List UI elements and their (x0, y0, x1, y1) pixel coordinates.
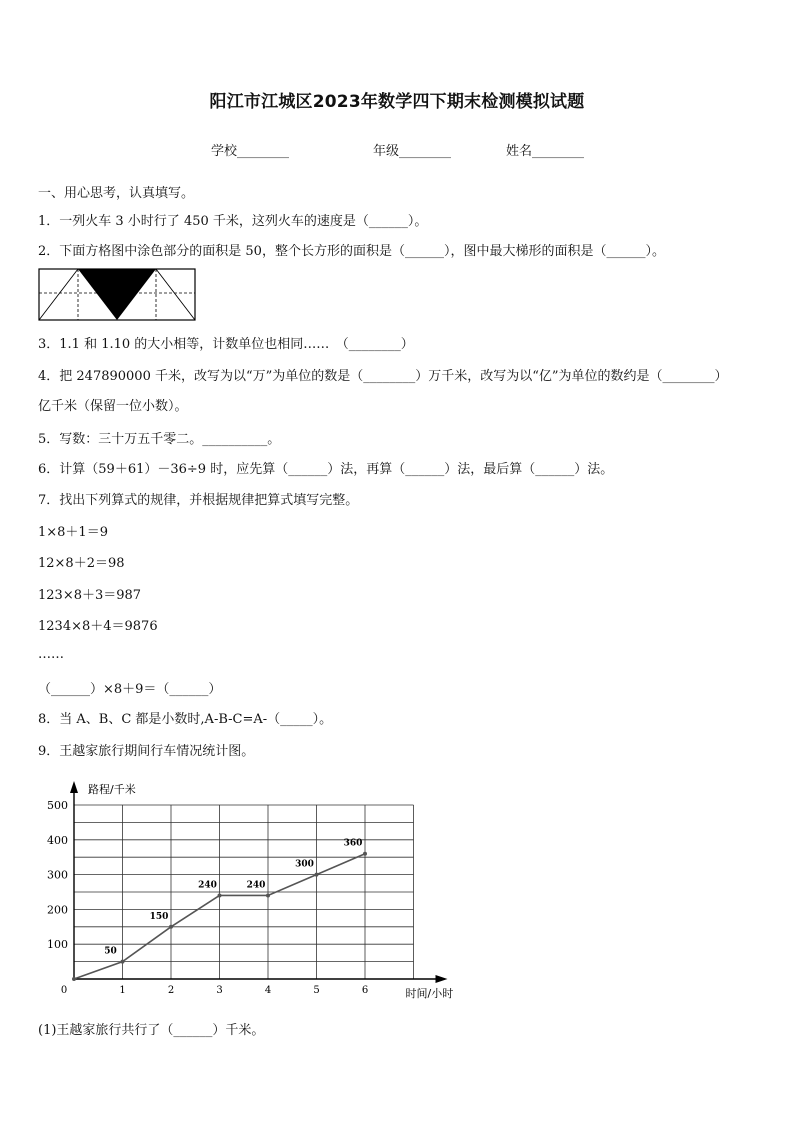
x-tick-label: 2 (167, 985, 175, 996)
pattern-line-1: 1×8＋1＝9 (38, 525, 108, 540)
data-label: 50 (104, 946, 117, 957)
pattern-line-3: 123×8＋3＝987 (38, 588, 142, 603)
x-tick-label: 5 (313, 985, 320, 996)
data-point (169, 925, 173, 929)
y-axis-label: 路程/千米 (88, 783, 136, 796)
figure-left-diagonal (39, 269, 78, 320)
question-5: 5．写数：三十万五千零二。__________。 (38, 432, 281, 447)
question-6: 6．计算（59＋61）－36÷9 时，应先算（______）法，再算（______）法，最后算（______）法。 (38, 462, 614, 477)
x-tick-label: 4 (264, 985, 272, 996)
y-tick-label: 500 (47, 799, 68, 812)
page-title: 阳江市江城区2023年数学四下期末检测模拟试题 (209, 92, 585, 112)
pattern-line-answer: （______）×8＋9＝（______） (38, 682, 222, 697)
y-axis-arrow (70, 781, 78, 793)
x-tick-label: 3 (216, 985, 223, 996)
name-field[interactable]: 姓名________ (506, 144, 585, 159)
travel-line-chart (38, 775, 478, 1005)
x-tick-label: 1 (119, 985, 126, 996)
question-3: 3．1.1 和 1.10 的大小相等，计数单位也相同…… （________） (38, 337, 414, 352)
y-tick-label: 300 (47, 868, 68, 882)
pattern-line-2: 12×8＋2＝98 (38, 556, 125, 571)
x-axis-arrow (436, 975, 448, 983)
x-axis-label: 时间/小时 (405, 987, 454, 1000)
data-label: 360 (343, 838, 363, 849)
school-field[interactable]: 学校________ (211, 144, 290, 159)
data-point (218, 893, 222, 897)
question-1: 1．一列火车 3 小时行了 450 千米，这列火车的速度是（______）。 (38, 214, 428, 229)
pattern-line-ellipsis: …… (38, 647, 64, 662)
shaded-triangle (78, 269, 156, 320)
grade-field[interactable]: 年级________ (373, 144, 452, 159)
question-2: 2．下面方格图中涂色部分的面积是 50，整个长方形的面积是（______），图中最大梯形的面积是（______）。 (38, 244, 665, 259)
question-4a: 4．把 247890000 千米，改写为以“万”为单位的数是（________）万千米，改写为以“亿”为单位的数约是（________） (38, 369, 728, 384)
y-tick-label: 100 (47, 938, 68, 952)
question-9: 9．王越家旅行期间行车情况统计图。 (38, 744, 255, 759)
data-label: 240 (198, 880, 217, 891)
data-label: 150 (149, 911, 169, 922)
question-8: 8．当 A、B、C 都是小数时,A-B-C=A-（_____）。 (38, 712, 333, 727)
question-7: 7．找出下列算式的规律，并根据规律把算式填写完整。 (38, 493, 359, 508)
data-point (363, 852, 367, 856)
x-tick-label: 0 (60, 985, 68, 996)
grid-figure (38, 268, 196, 322)
y-tick-label: 400 (47, 833, 68, 847)
figure-right-diagonal (156, 269, 195, 320)
pattern-line-4: 1234×8＋4＝9876 (38, 619, 158, 634)
data-point (121, 960, 125, 964)
section-heading: 一、用心思考，认真填写。 (38, 186, 195, 201)
x-tick-label: 6 (361, 985, 369, 996)
data-point (266, 893, 270, 897)
question-4b: 亿千米（保留一位小数）。 (38, 399, 188, 414)
data-label: 240 (246, 880, 266, 891)
question-9-part-1: (1)王越家旅行共行了（______）千米。 (38, 1023, 265, 1038)
y-tick-label: 200 (47, 903, 68, 917)
data-point (72, 977, 76, 981)
data-point (315, 873, 319, 877)
data-label: 300 (295, 859, 314, 870)
